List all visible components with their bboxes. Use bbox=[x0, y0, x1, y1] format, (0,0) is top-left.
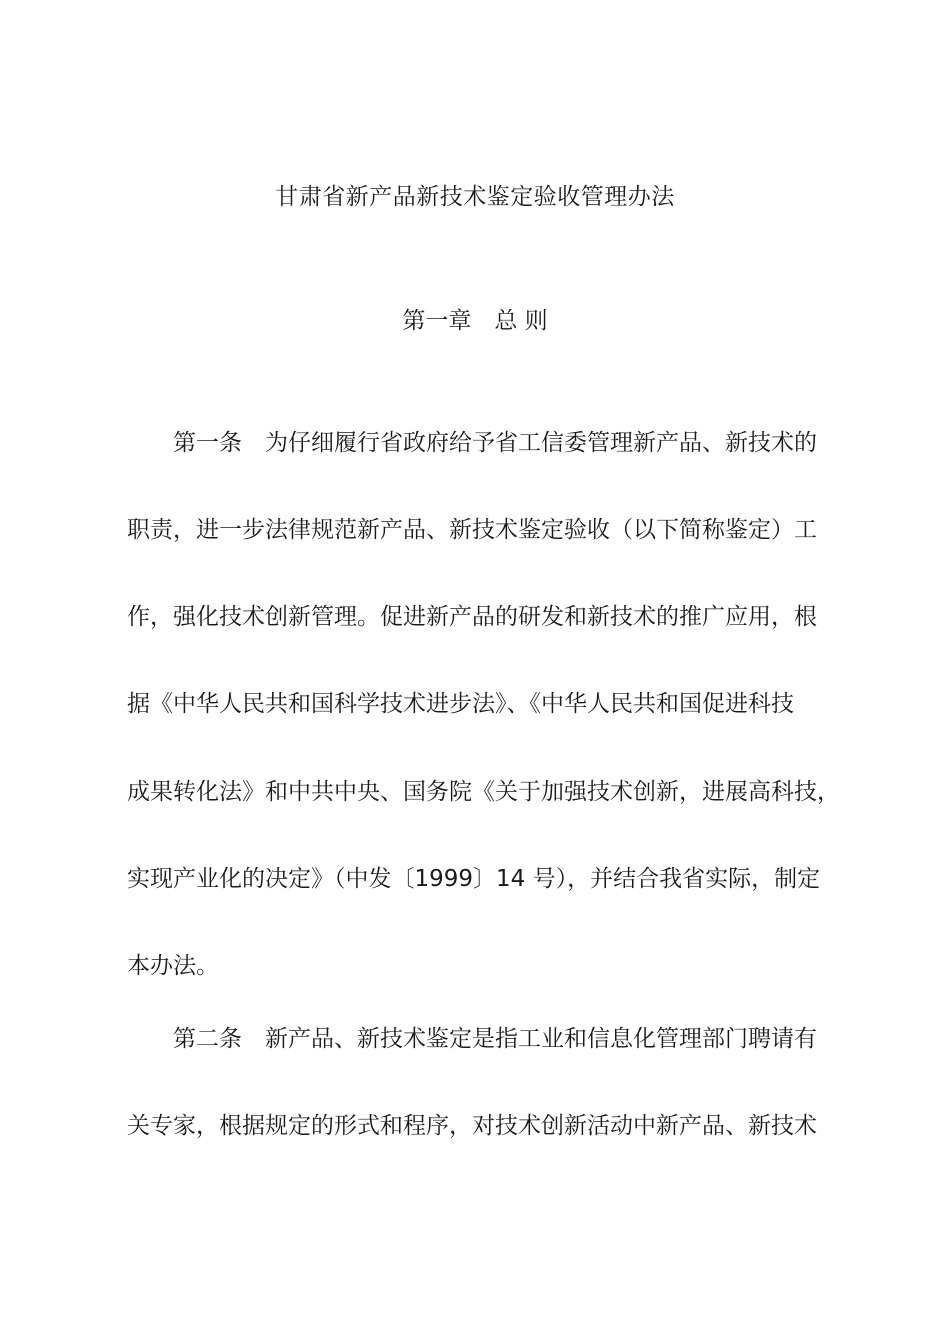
paragraph-line: 实现产业化的决定》（中发〔1999〕14 号），并结合我省实际，制定 bbox=[127, 866, 821, 892]
paragraph-line: 据《中华人民共和国科学技术进步法》、《中华人民共和国促进科技 bbox=[127, 691, 794, 717]
paragraph-line: 作，强化技术创新管理。促进新产品的研发和新技术的推广应用，根 bbox=[127, 604, 817, 630]
paragraph-line: 第二条 新产品、新技术鉴定是指工业和信息化管理部门聘请有 bbox=[173, 1026, 817, 1052]
paragraph-line: 第一条 为仔细履行省政府给予省工信委管理新产品、新技术的 bbox=[173, 430, 817, 456]
paragraph-line: 本办法。 bbox=[127, 953, 219, 979]
chapter-heading: 第一章 总 则 bbox=[402, 308, 548, 334]
paragraph-line: 关专家，根据规定的形式和程序，对技术创新活动中新产品、新技术 bbox=[127, 1113, 817, 1139]
paragraph-line: 职责，进一步法律规范新产品、新技术鉴定验收（以下简称鉴定）工 bbox=[127, 517, 817, 543]
document-title: 甘肃省新产品新技术鉴定验收管理办法 bbox=[275, 184, 675, 210]
paragraph-line: 成果转化法》和中共中央、国务院《关于加强技术创新，进展高科技， bbox=[127, 779, 840, 805]
